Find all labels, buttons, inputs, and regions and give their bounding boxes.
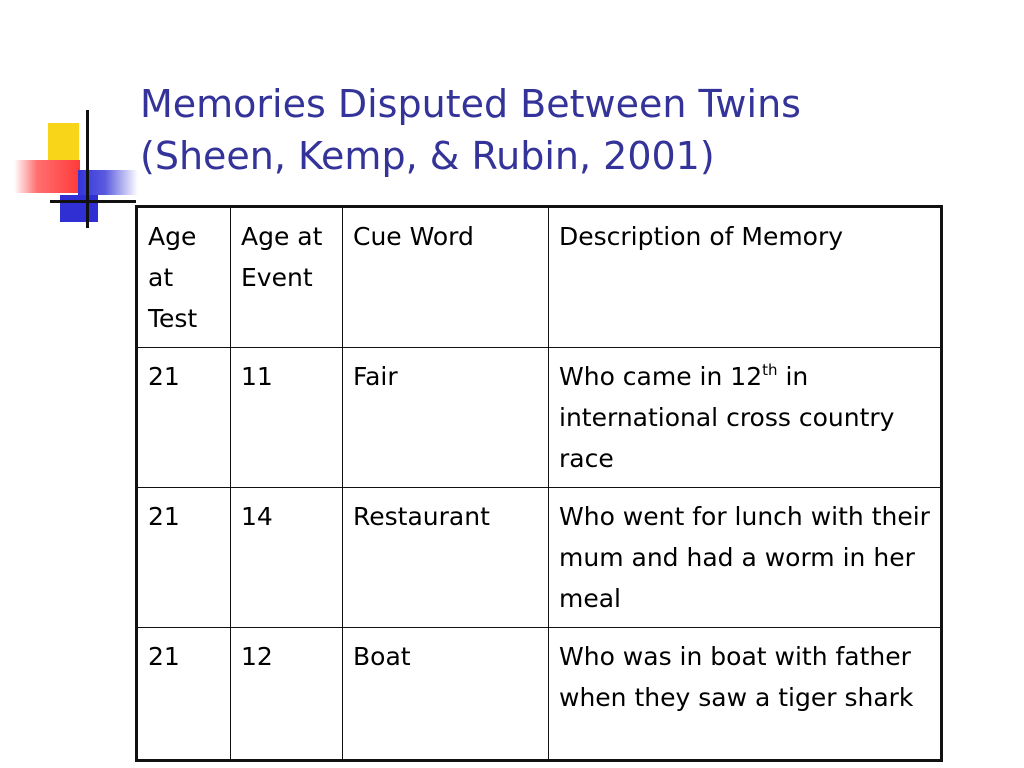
header-cue-word: Cue Word <box>343 207 549 348</box>
cell-age-at-test: 21 <box>137 628 231 761</box>
table-row <box>137 348 942 488</box>
table-row <box>137 628 942 761</box>
cell-cue-word: Boat <box>343 628 549 761</box>
logo-yellow-square <box>48 123 79 163</box>
cell-description: Who was in boat with father when they saw a tiger shark <box>549 628 942 761</box>
logo-horizontal-line <box>50 200 136 203</box>
cell-age-at-test: 21 <box>137 488 231 628</box>
cell-age-at-event: 11 <box>231 348 343 488</box>
cell-description <box>549 348 942 488</box>
decorative-logo <box>0 0 150 240</box>
cell-age-at-event: 14 <box>231 488 343 628</box>
header-age-at-test: Age at Test <box>137 207 231 348</box>
cell-cue-word: Fair <box>343 348 549 488</box>
title-line-1: Memories Disputed Between Twins <box>140 82 801 126</box>
cell-age-at-event: 12 <box>231 628 343 761</box>
cell-cue-word: Restaurant <box>343 488 549 628</box>
table-header-row <box>137 207 942 348</box>
table-row <box>137 488 942 628</box>
memory-table <box>135 205 943 762</box>
ordinal-suffix: th <box>762 361 778 379</box>
cell-description: Who went for lunch with their mum and had a worm in her meal <box>549 488 942 628</box>
description-text-continued: in international cross country race <box>559 362 895 473</box>
logo-vertical-line <box>86 110 89 228</box>
header-age-at-event: Age at Event <box>231 207 343 348</box>
header-description: Description of Memory <box>549 207 942 348</box>
description-text: Who came in 12 <box>559 362 763 391</box>
title-line-2: (Sheen, Kemp, & Rubin, 2001) <box>140 134 715 178</box>
cell-age-at-test: 21 <box>137 348 231 488</box>
logo-red-bar <box>14 160 80 193</box>
slide-title <box>140 78 1000 182</box>
